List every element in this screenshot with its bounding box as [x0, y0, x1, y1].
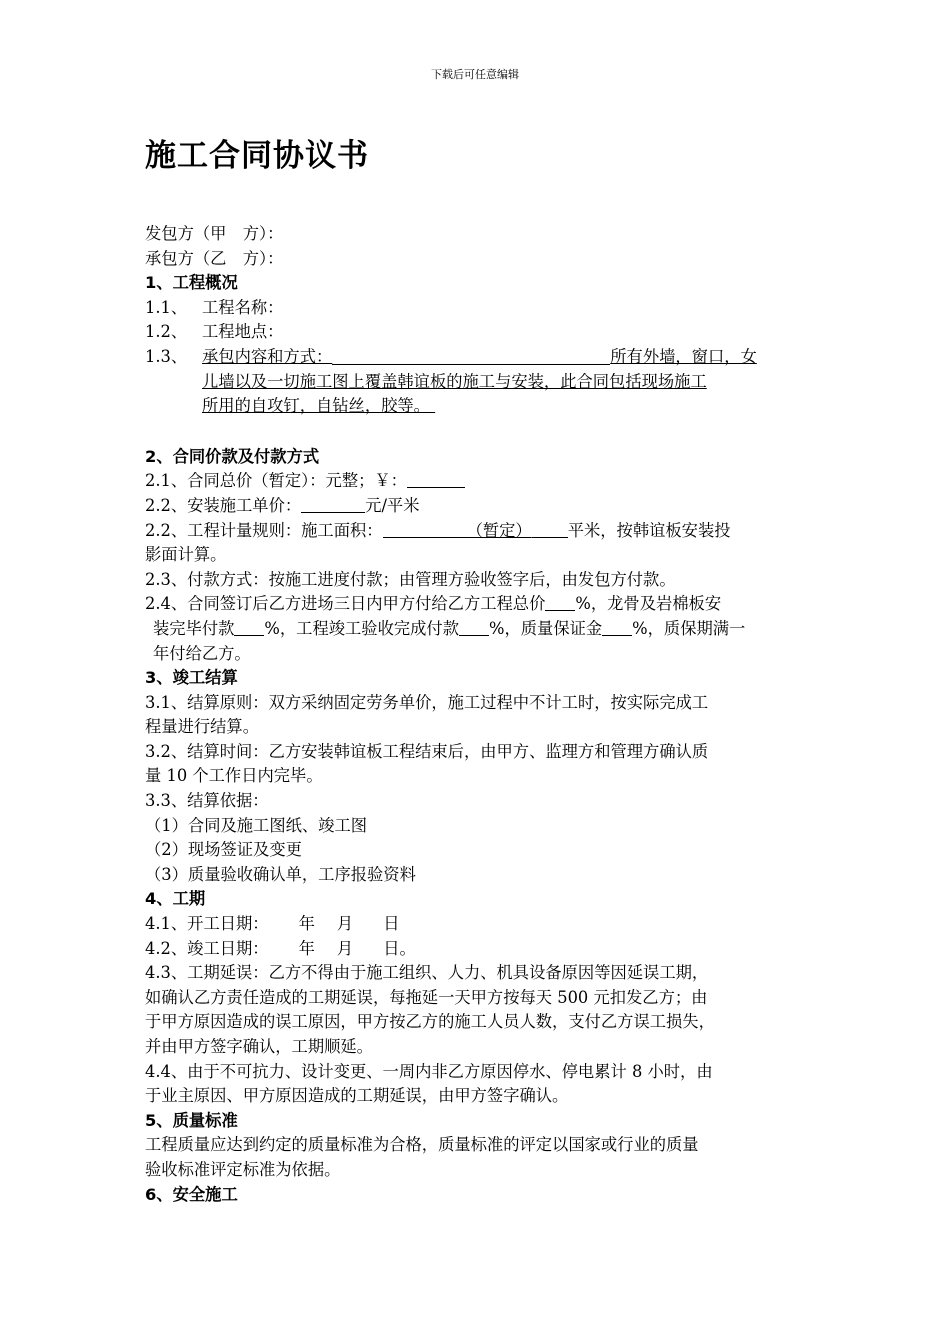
blank-underline	[602, 620, 632, 636]
clause-2-4-cont	[145, 617, 810, 642]
section-5-heading: 5、质量标准	[145, 1110, 238, 1130]
blank-underline	[332, 348, 610, 365]
date-year: 年	[298, 914, 315, 934]
party-b-line: 承包方（乙 方）：	[145, 248, 284, 268]
clause-2-2a	[145, 494, 810, 519]
clause-text: 儿墙以及一切施工图上覆盖韩谊板的施工与安装，此合同包括现场施工	[202, 371, 707, 391]
list-item: （2）现场签证及变更	[145, 840, 302, 860]
party-a-line: 发包方（甲 方）：	[145, 224, 284, 243]
page-header: 下载后可任意编辑	[431, 68, 519, 81]
clause-text: %，工程竣工验收完成付款	[264, 618, 459, 638]
blank-underline	[459, 620, 489, 636]
clause-2-3: 2.3、付款方式：按施工进度付款；由管理方验收签字后，由发包方付款。	[145, 569, 676, 589]
clause-text: %，质保期满一	[632, 618, 746, 638]
paragraph-cont: 验收标准评定标准为依据。	[145, 1159, 341, 1179]
clause-3-2-cont: 量 10 个工作日内完毕。	[145, 766, 323, 786]
clause-text: 工程名称：	[202, 297, 284, 317]
blank-underline	[301, 497, 365, 513]
clause-4-2	[145, 937, 810, 962]
clause-3-1-cont: 程量进行结算。	[145, 717, 259, 737]
clause-1-1	[145, 296, 810, 321]
clause-text: 工程地点：	[202, 322, 284, 342]
list-item: （3）质量验收确认单，工序报验资料	[145, 864, 416, 884]
clause-4-3-cont: 于甲方原因造成的误工原因，甲方按乙方的施工人员人数，支付乙方误工损失，	[145, 1012, 715, 1032]
clause-text: %，龙骨及岩棉板安	[575, 594, 722, 614]
clause-text: 所有外墙，窗口，女	[610, 346, 757, 366]
clause-4-3-cont: 并由甲方签字确认，工期顺延。	[145, 1037, 373, 1056]
clause-3-3: 3.3、结算依据：	[145, 791, 269, 811]
clause-text: 2.2、工程计量规则：施工面积：	[145, 520, 383, 540]
date-year: 年	[298, 938, 315, 958]
clause-3-1: 3.1、结算原则：双方采纳固定劳务单价，施工过程中不计工时，按实际完成工	[145, 692, 709, 712]
clause-1-2	[145, 320, 810, 345]
clause-text: 平米，按韩谊板安装投	[567, 520, 731, 540]
clause-text: %，质量保证金	[489, 618, 603, 638]
clause-number: 1.2、	[145, 322, 188, 342]
clause-text: 2.4、合同签订后乙方进场三日内甲方付给乙方工程总价	[145, 594, 546, 614]
document-title: 施工合同协议书	[145, 138, 369, 174]
paragraph: 工程质量应达到约定的质量标准为合格，质量标准的评定以国家或行业的质量	[145, 1135, 699, 1155]
section-2-heading: 2、合同价款及付款方式	[145, 446, 320, 466]
clause-1-3-cont	[145, 370, 810, 395]
clause-4-1	[145, 912, 810, 937]
clause-number: 1.3、	[145, 346, 188, 366]
clause-2-2b	[145, 519, 810, 544]
clause-text: 2.2、安装施工单价：	[145, 495, 302, 515]
clause-text: 4.1、开工日期：	[145, 914, 269, 934]
clause-text: 2.1、合同总价（暂定）：元整；￥：	[145, 471, 407, 491]
blank-underline	[383, 522, 467, 538]
clause-text: （暂定）	[466, 520, 532, 540]
section-4-heading: 4、工期	[145, 889, 206, 909]
blank-underline	[545, 595, 575, 611]
clause-4-4: 4.4、由于不可抗力、设计变更、一周内非乙方原因停水、停电累计 8 小时，由	[145, 1061, 713, 1081]
clause-3-2: 3.2、结算时间：乙方安装韩谊板工程结束后，由甲方、监理方和管理方确认质	[145, 741, 709, 761]
clause-4-4-cont: 于业主原因、甲方原因造成的工期延误，由甲方签字确认。	[145, 1086, 569, 1106]
date-month: 月	[336, 914, 354, 934]
section-6-heading: 6、安全施工	[145, 1184, 238, 1204]
clause-text: 所用的自攻钉，自钻丝，胶等。	[202, 396, 430, 416]
date-day: 日。	[383, 938, 416, 958]
list-item: （1）合同及施工图纸、竣工图	[145, 815, 368, 835]
clause-4-3: 4.3、工期延误：乙方不得由于施工组织、人力、机具设备原因等因延误工期，	[145, 963, 709, 983]
clause-text: 4.2、竣工日期：	[145, 938, 269, 958]
date-day: 日	[383, 914, 400, 934]
clause-text: 元/平米	[365, 495, 420, 515]
document-body	[145, 222, 810, 1207]
clause-2-1	[145, 469, 810, 494]
clause-label: 承包内容和方式：	[202, 346, 333, 366]
blank-underline	[234, 620, 264, 636]
section-1-heading: 1、工程概况	[145, 273, 238, 293]
clause-2-2b-cont: 影面计算。	[145, 545, 227, 565]
clause-1-3-cont	[145, 394, 810, 419]
section-3-heading: 3、竣工结算	[145, 668, 238, 688]
clause-4-3-cont: 如确认乙方责任造成的工期延误，每拖延一天甲方按每天 500 元扣发乙方；由	[145, 987, 708, 1007]
clause-number: 1.1、	[145, 297, 188, 317]
date-month: 月	[336, 938, 354, 958]
blank-underline	[407, 472, 465, 488]
clause-2-4-cont: 年付给乙方。	[153, 643, 251, 663]
clause-2-4	[145, 592, 810, 617]
blank-underline	[532, 522, 568, 538]
clause-text: 装完毕付款	[153, 618, 235, 638]
clause-1-3	[145, 345, 810, 370]
